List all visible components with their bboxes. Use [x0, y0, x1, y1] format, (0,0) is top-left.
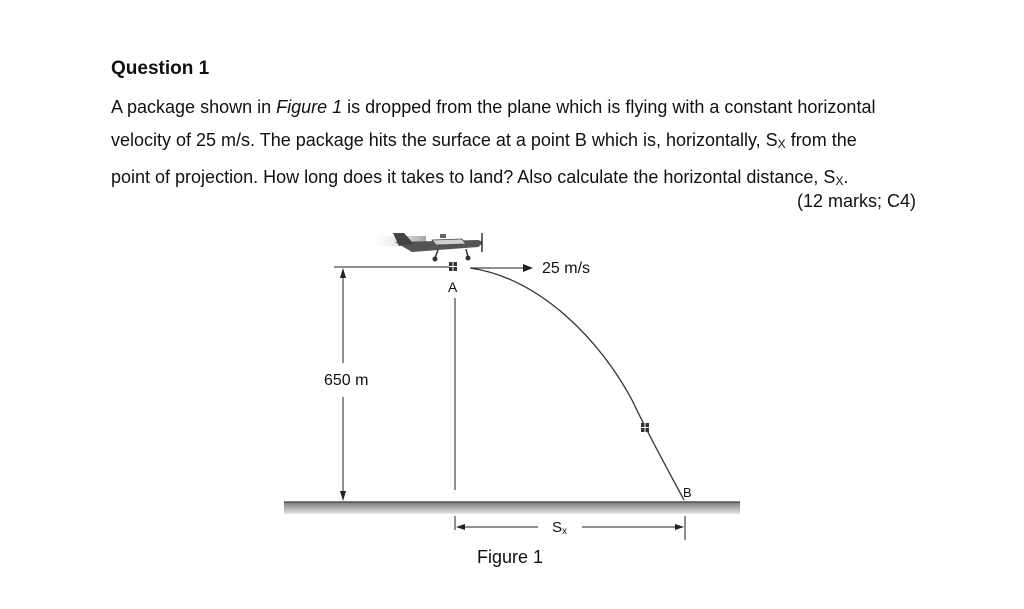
height-arrow-bottom: [340, 491, 346, 501]
question-text-2b: from the: [785, 130, 857, 150]
point-b-label: B: [683, 485, 692, 500]
subscript-x: X: [835, 174, 844, 188]
question-text-2a: velocity of 25 m/s. The package hits the surface at a point B which is, horizontally, S: [111, 130, 778, 150]
point-a-label: A: [448, 279, 458, 295]
height-arrow-top: [340, 268, 346, 278]
figure-caption: Figure 1: [477, 547, 544, 567]
figure-reference: Figure 1: [276, 97, 343, 117]
sx-label: Sx: [552, 519, 568, 537]
sx-arrow-right: [675, 524, 684, 530]
velocity-arrow-head: [523, 264, 533, 272]
sx-arrow-left: [456, 524, 465, 530]
ground-surface: [284, 502, 740, 514]
velocity-label: 25 m/s: [542, 260, 591, 277]
subscript-x: X: [777, 137, 786, 151]
marks-label: (12 marks; C4): [796, 191, 916, 211]
trajectory-path: [470, 268, 684, 500]
question-text-1b: is dropped from the plane which is flying with a constant horizontal: [342, 97, 876, 117]
height-label: 650 m: [324, 372, 369, 389]
question-text-3a: point of projection. How long does it takes to land? Also calculate the horizontal distance, S: [111, 167, 836, 187]
question-title: Question 1: [111, 58, 210, 79]
airplane-icon: [366, 233, 482, 262]
question-text-3b: .: [843, 167, 849, 187]
question-text-1a: A package shown in: [111, 97, 277, 117]
